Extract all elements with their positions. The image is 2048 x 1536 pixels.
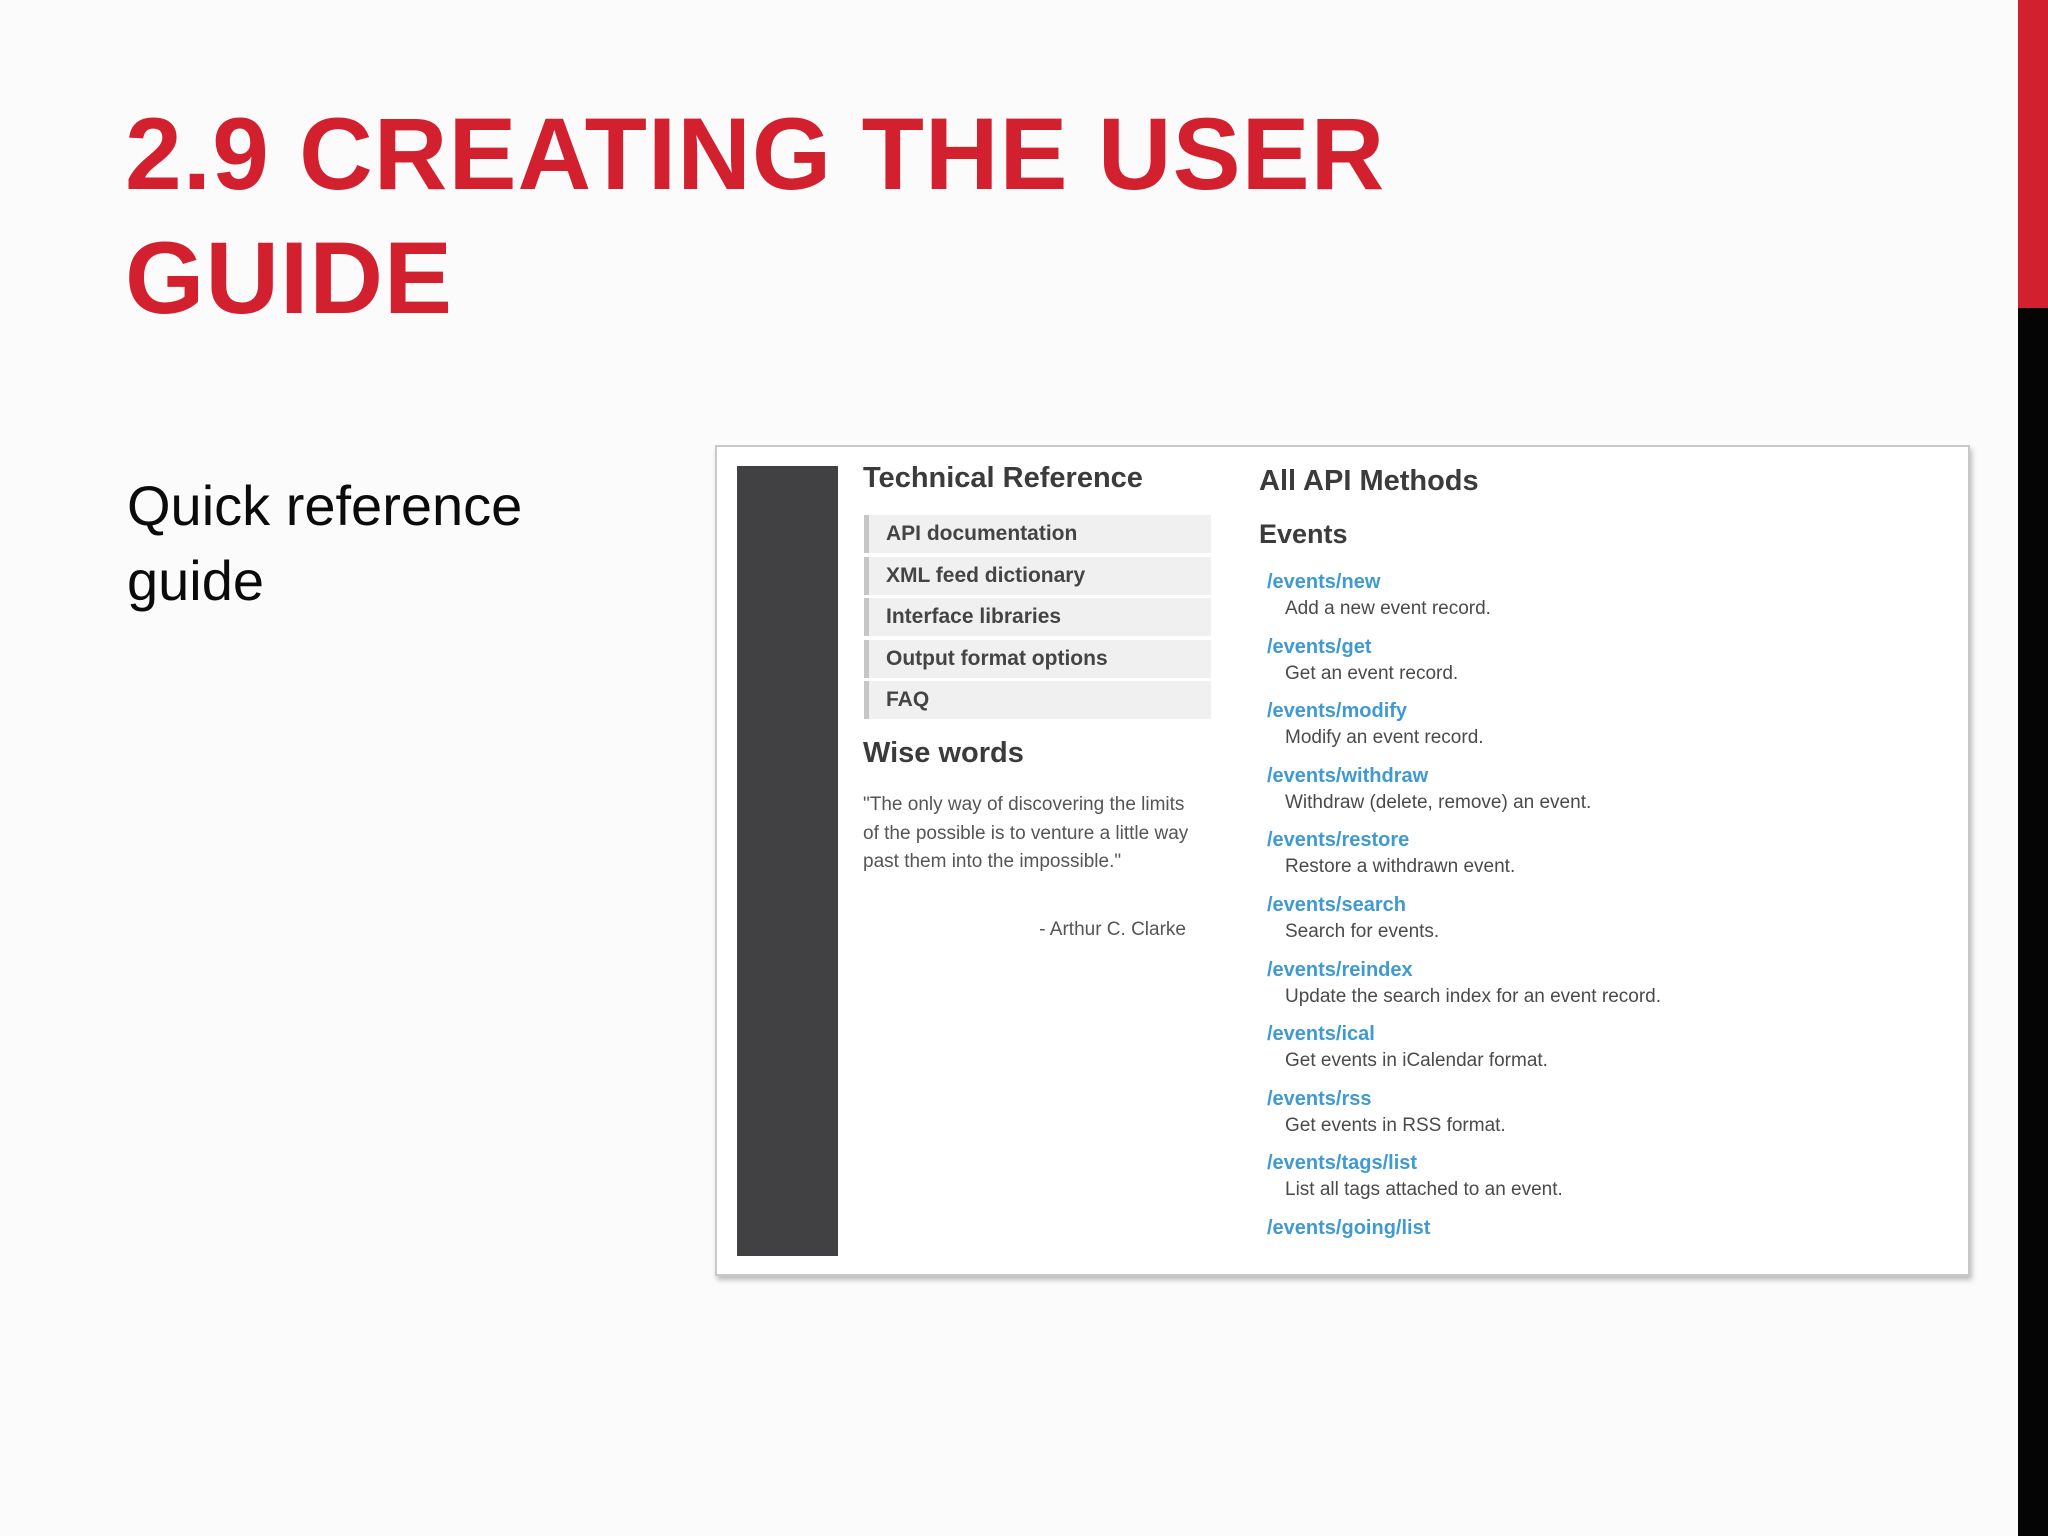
method-link-events-new[interactable]: /events/new: [1267, 571, 1381, 593]
method-description: Update the search index for an event record.: [1285, 985, 1662, 1007]
method-item: [1267, 763, 1947, 828]
api-methods-heading: All API Methods: [1259, 465, 1479, 497]
method-description: Withdraw (delete, remove) an event.: [1285, 791, 1592, 813]
method-description: Get events in RSS format.: [1285, 1114, 1506, 1136]
method-description: Modify an event record.: [1285, 727, 1484, 749]
embedded-screenshot: [715, 445, 1970, 1276]
method-description: Restore a withdrawn event.: [1285, 856, 1516, 878]
technical-reference-nav: [864, 515, 1211, 723]
method-link-events-withdraw[interactable]: /events/withdraw: [1267, 764, 1429, 787]
nav-item-interface-libraries[interactable]: Interface libraries: [864, 598, 1211, 636]
nav-item-output-format-options[interactable]: Output format options: [864, 640, 1211, 678]
nav-item-xml-feed-dictionary[interactable]: XML feed dictionary: [864, 557, 1211, 595]
method-link-events-get[interactable]: /events/get: [1267, 635, 1372, 658]
method-description: Get an event record.: [1285, 662, 1459, 684]
quote-text: "The only way of discovering the limits of the possible is to venture a little way past them into the impossible.": [863, 794, 1189, 872]
method-link-events-ical[interactable]: /events/ical: [1267, 1023, 1375, 1046]
method-link-events-restore[interactable]: /events/restore: [1267, 829, 1410, 852]
dark-sidebar: [737, 466, 838, 1256]
method-description: Add a new event record.: [1285, 598, 1491, 619]
method-item: [1267, 1021, 1947, 1086]
method-item: [1267, 698, 1947, 763]
events-section-heading: Events: [1259, 519, 1348, 549]
method-item: [1267, 957, 1947, 1022]
accent-bar-red: [2018, 0, 2048, 308]
method-item: [1267, 569, 1947, 634]
nav-item-api-documentation[interactable]: API documentation: [864, 515, 1211, 553]
method-description: List all tags attached to an event.: [1285, 1179, 1563, 1201]
method-link-events-rss[interactable]: /events/rss: [1267, 1087, 1372, 1110]
method-link-events-modify[interactable]: /events/modify: [1267, 700, 1408, 723]
technical-reference-heading: Technical Reference: [863, 462, 1143, 494]
slide-title: 2.9 CREATING THE USER GUIDE: [125, 97, 1386, 335]
accent-bar-black: [2018, 308, 2048, 1536]
method-link-events-going-list[interactable]: /events/going/list: [1267, 1216, 1431, 1239]
method-item: [1267, 1215, 1947, 1276]
method-link-events-reindex[interactable]: /events/reindex: [1267, 958, 1413, 981]
method-description: Get events in iCalendar format.: [1285, 1050, 1548, 1072]
bullet-text: Quick reference guide: [127, 474, 523, 612]
nav-item-faq[interactable]: FAQ: [864, 681, 1211, 719]
method-item: [1267, 827, 1947, 892]
method-description: Search for events.: [1285, 920, 1440, 942]
wise-words-heading: Wise words: [863, 737, 1024, 769]
quote-author: - Arthur C. Clarke: [1039, 919, 1186, 940]
method-item: [1267, 634, 1947, 699]
method-item: [1267, 1086, 1947, 1151]
method-item: [1267, 1150, 1947, 1215]
method-item: [1267, 892, 1947, 957]
method-link-events-search[interactable]: /events/search: [1267, 893, 1406, 916]
method-link-events-tags-list[interactable]: /events/tags/list: [1267, 1152, 1418, 1175]
api-method-list: [1267, 569, 1947, 1276]
